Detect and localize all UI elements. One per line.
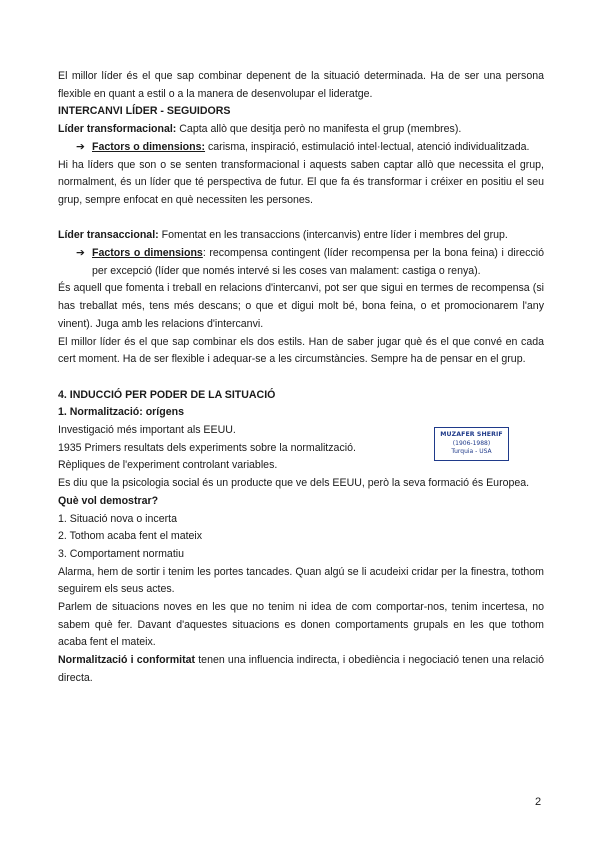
list-item: 2. Tothom acaba fent el mateix: [58, 530, 203, 543]
normalitzacio-text: tenen una influencia indirecta, i obediència i negociació tenen una relació directa.: [58, 654, 544, 684]
factors-label: Factors o dimensions: [92, 247, 203, 260]
document-page: [58, 68, 544, 688]
normalitzacio-bold: Normalització i conformitat: [58, 654, 196, 667]
transformational-paragraph: Hi ha líders que son o se senten transformacional i aquests saben captar allò que necessita el grup, normalment, és un líder que té perspectiva de futur. El que fa és transformar i créixer en positiu el seu grup, sempre enfocat en què necessiten les persones.: [58, 158, 544, 206]
factors-text: : recompensa contingent (líder recompensa per la bona feina) i direcció per excepció (líder que només intervé si les coses van malament: castiga o renya).: [92, 247, 544, 277]
question-heading: Què vol demostrar?: [58, 494, 159, 507]
transactional-paragraph: És aquell que fomenta i treball en relacions d'intercanvi, pot ser que sigui en termes de recompensa (si has treballat més, tens més descans; o que et digui molt bé, bona feina, o et promocionarem l'any vinent). Juga amb les relacions d'intercanvi.: [58, 282, 544, 330]
factors-text: carisma, inspiració, estimulació intel·lectual, atenció individualitzada.: [205, 140, 530, 153]
normalitzacio-paragraph: [58, 652, 544, 687]
alarm-paragraph: Alarma, hem de sortir i tenim les portes tancades. Quan algú se li acudeixi cridar per la finestra, tothom seguirem els seus actes.: [58, 565, 544, 596]
transformational-label: Líder transformacional:: [58, 123, 177, 136]
line-investigacio: Investigació més important als EEUU.: [58, 424, 236, 437]
transformational-text: Capta allò que desitja però no manifesta el grup (membres).: [176, 123, 462, 136]
line-repliques: Rèpliques de l'experiment controlant variables.: [58, 459, 278, 472]
transactional-text: Fomentat en les transaccions (intercanvis) entre líder i membres del grup.: [158, 229, 508, 242]
subheading-normalitzacio: 1. Normalització: orígens: [58, 406, 184, 419]
transformational-definition: [58, 121, 544, 139]
section-heading-intercanvi: INTERCANVI LÍDER - SEGUIDORS: [58, 105, 231, 118]
arrow-icon: ➔: [76, 247, 85, 260]
factors-label: Factors o dimensions:: [92, 140, 206, 153]
sherif-name: MUZAFER SHERIF: [440, 431, 503, 438]
transactional-label: Líder transaccional:: [58, 229, 159, 242]
page-number: 2: [535, 796, 542, 808]
sherif-years: (1906-1988): [452, 440, 491, 447]
sherif-caption-box: [434, 427, 509, 461]
list-item: 3. Comportament normatiu: [58, 547, 185, 560]
list-item: 1. Situació nova o incerta: [58, 512, 177, 525]
spacer: [58, 369, 544, 387]
line-1935: 1935 Primers resultats dels experiments sobre la normalització.: [58, 441, 356, 454]
intro-paragraph: El millor líder és el que sap combinar depenent de la situació determinada. Ha de ser una persona flexible en quant a estil o a la manera de desenvolupar el lideratge.: [58, 70, 544, 100]
transactional-factors: [58, 245, 544, 280]
spacer: [58, 210, 544, 228]
section-heading-4: 4. INDUCCIÓ PER PODER DE LA SITUACIÓ: [58, 388, 276, 401]
sherif-place: Turquia - USA: [451, 448, 492, 455]
transactional-definition: [58, 227, 544, 245]
combine-paragraph: El millor líder és el que sap combinar els dos estils. Han de saber jugar què és el que convé en cada cert moment. Ha de ser flexible i adequar-se a les circumstàncies. Sempre ha de pensar en el grup.: [58, 335, 544, 366]
parlem-paragraph: Parlem de situacions noves en les que no tenim ni idea de com comportar-nos, tenim incertesa, no sabem què fer. Davant d'aquestes situacions es donen comportaments grupals en les que tothom acaba fent el mateix.: [58, 601, 544, 649]
transformational-factors: [58, 139, 544, 157]
line-psicologia: Es diu que la psicologia social és un producte que ve dels EEUU, però la seva formació és Europea.: [58, 477, 530, 490]
arrow-icon: ➔: [76, 140, 85, 153]
